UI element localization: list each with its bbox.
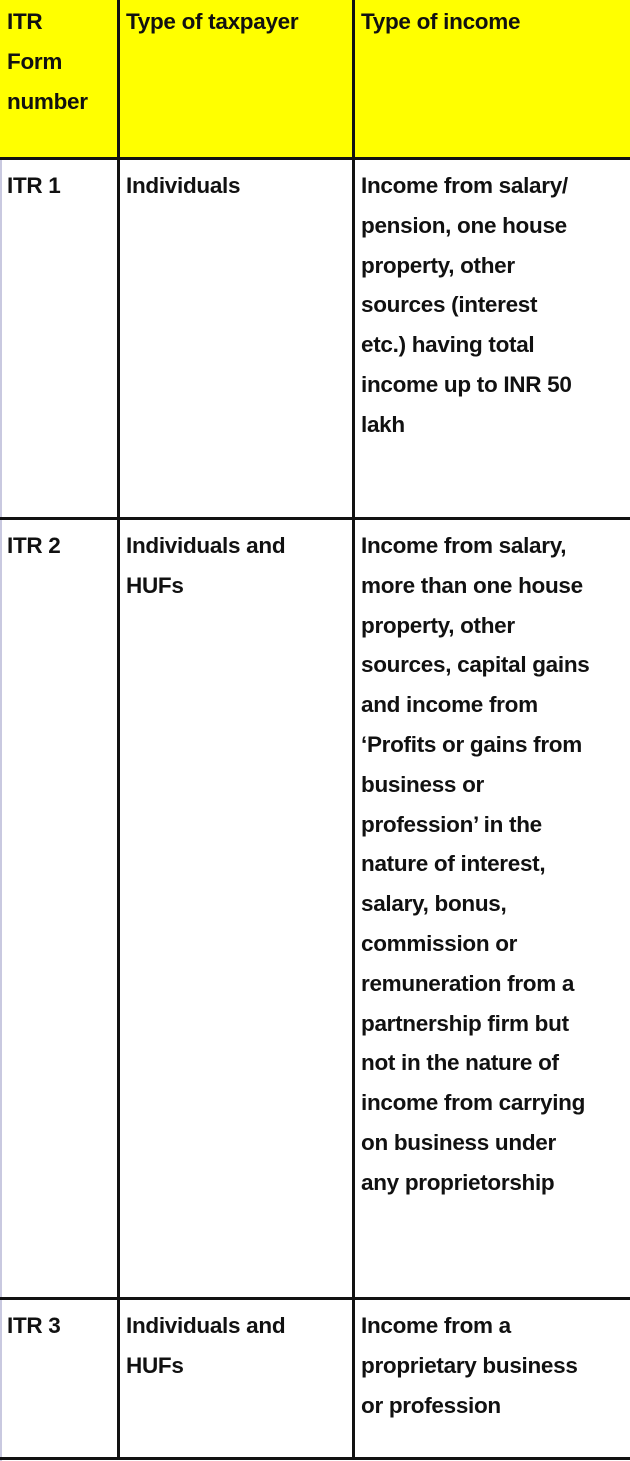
header-cell-taxpayer — [117, 0, 352, 158]
header-text: Type of taxpayer — [126, 9, 299, 34]
income-text: profession’ in the — [361, 811, 542, 837]
income-cell — [352, 1300, 630, 1457]
taxpayer-text: Individuals and — [126, 1313, 286, 1338]
income-text: proprietary business — [361, 1352, 578, 1378]
form-number-cell — [0, 520, 117, 1297]
income-text: partnership firm but — [361, 1010, 569, 1036]
income-text: sources (interest — [361, 292, 538, 318]
income-text: property, other — [361, 252, 515, 278]
income-text: and income from — [361, 692, 538, 718]
income-text: pension, one house — [361, 212, 567, 238]
taxpayer-text: HUFs — [126, 572, 184, 598]
income-text: lakh — [361, 411, 405, 437]
income-text: or profession — [361, 1392, 501, 1418]
income-text: more than one house — [361, 572, 583, 598]
taxpayer-text: HUFs — [126, 1352, 184, 1378]
table-row — [0, 520, 630, 1297]
income-text: income from carrying — [361, 1090, 586, 1116]
income-text: not in the nature of — [361, 1050, 559, 1076]
table-header-row — [0, 0, 630, 158]
taxpayer-cell — [117, 520, 352, 1297]
income-text: nature of interest, — [361, 851, 546, 877]
income-text: any proprietorship — [361, 1169, 555, 1195]
taxpayer-cell — [117, 1300, 352, 1457]
header-text: ITR — [7, 9, 43, 34]
taxpayer-text: Individuals — [126, 173, 241, 198]
income-text: Income from a — [361, 1313, 511, 1338]
header-cell-form-number — [0, 0, 117, 158]
income-text: on business under — [361, 1129, 556, 1155]
income-cell — [352, 520, 630, 1297]
taxpayer-text: Individuals and — [126, 533, 286, 558]
income-text: income up to INR 50 — [361, 371, 572, 397]
form-number-cell — [0, 1300, 117, 1457]
form-number: ITR 1 — [7, 173, 61, 198]
income-text: sources, capital gains — [361, 652, 590, 678]
income-cell — [352, 160, 630, 517]
header-cell-income — [352, 0, 630, 158]
income-text: Income from salary/ — [361, 173, 568, 198]
income-text: remuneration from a — [361, 970, 575, 996]
header-text: Form — [7, 48, 63, 74]
taxpayer-cell — [117, 160, 352, 517]
income-text: etc.) having total — [361, 332, 535, 358]
income-text: property, other — [361, 612, 515, 638]
income-text: commission or — [361, 930, 518, 956]
form-number: ITR 2 — [7, 533, 61, 558]
table-row — [0, 1300, 630, 1457]
form-number: ITR 3 — [7, 1313, 61, 1338]
header-text: number — [7, 88, 88, 114]
header-text: Type of income — [361, 9, 521, 34]
form-number-cell — [0, 160, 117, 517]
income-text: salary, bonus, — [361, 891, 507, 917]
table-bottom-border — [0, 1457, 630, 1460]
income-text: Income from salary, — [361, 533, 567, 558]
table-row — [0, 160, 630, 517]
income-text: ‘Profits or gains from — [361, 731, 582, 757]
income-text: business or — [361, 771, 484, 797]
